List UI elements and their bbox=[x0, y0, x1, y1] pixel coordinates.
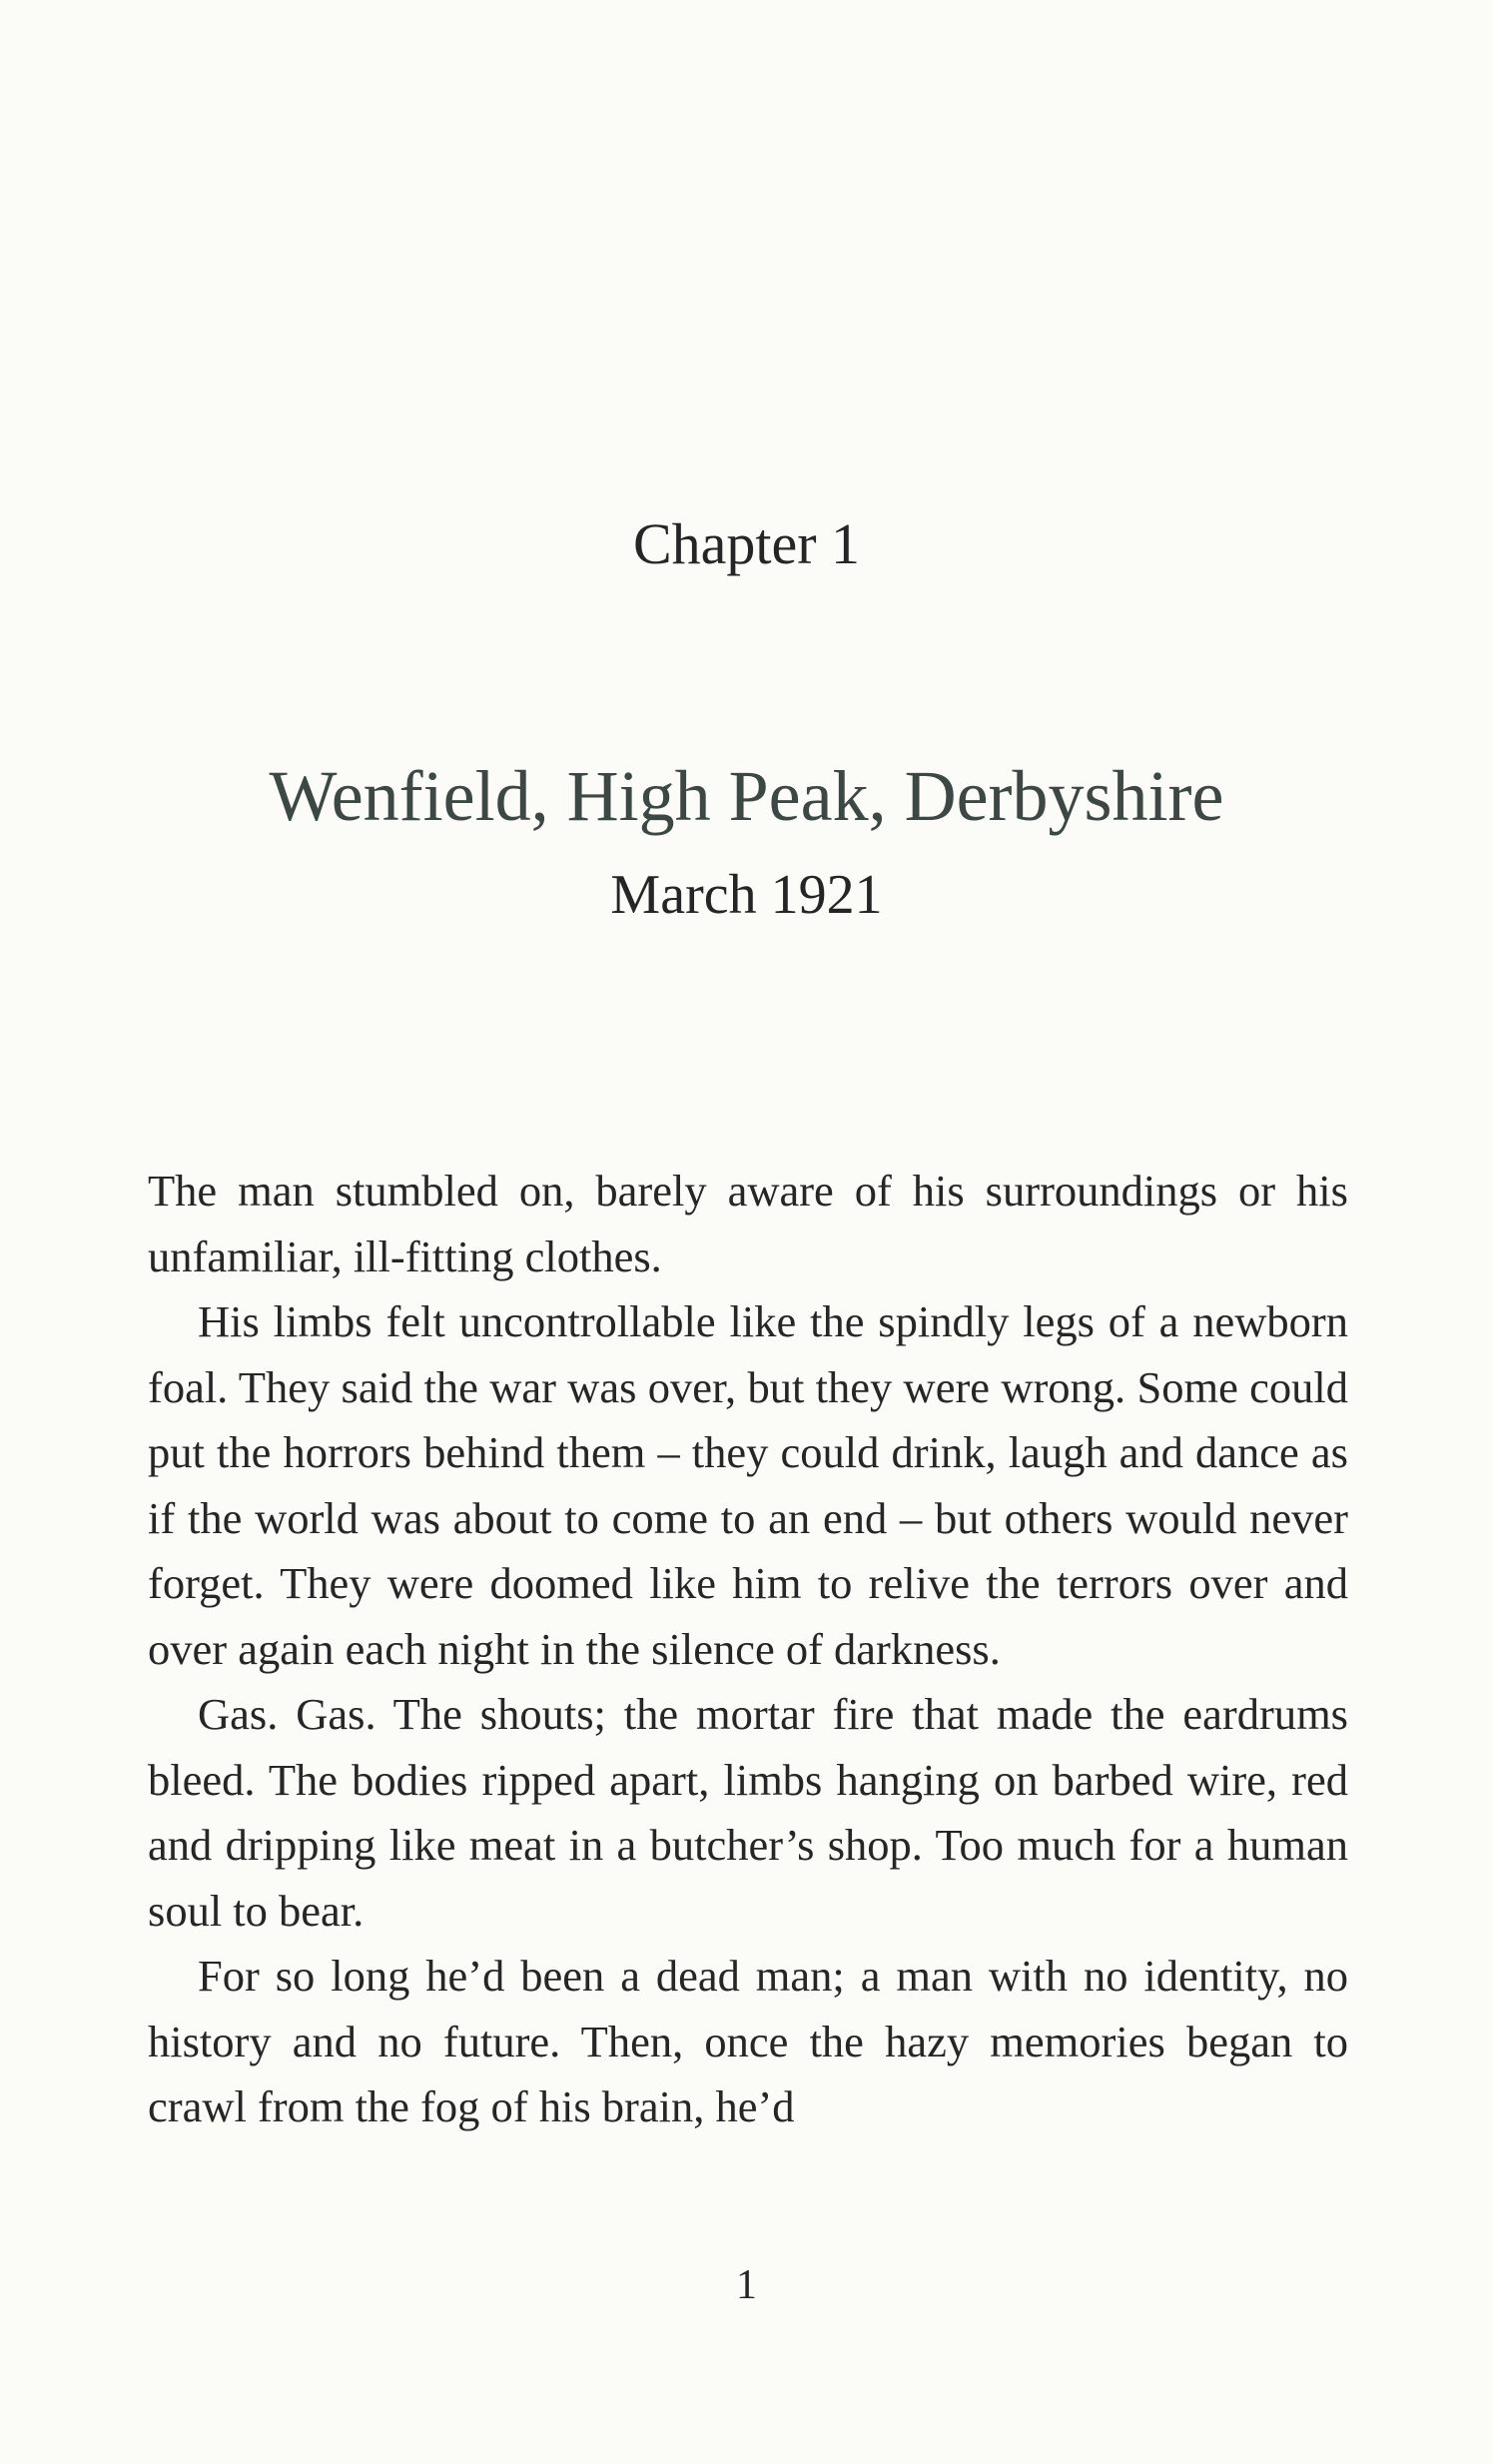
paragraph: Gas. Gas. The shouts; the mortar fire that made the eardrums bleed. The bodies ripped apart, limbs hanging on barbed wire, red and dripping like meat in a butcher’s shop. Too much for a human soul to bear. bbox=[148, 1689, 1348, 1936]
page-number: 1 bbox=[736, 2262, 757, 2308]
paragraph: His limbs felt uncontrollable like the spindly legs of a newborn foal. They said the war was over, but they were wrong. Some could put the horrors behind them – they could drink, laugh and dance as if the world was about to come to an end – but others would never forget. They were doomed like him to relive the terrors over and over again each night in the silence of darkness. bbox=[148, 1296, 1348, 1674]
paragraph: The man stumbled on, barely aware of his surroundings or his unfamiliar, ill-fitting clothes. bbox=[148, 1166, 1348, 1281]
chapter-heading: Chapter 1 bbox=[632, 511, 861, 576]
chapter-place-title: Wenfield, High Peak, Derbyshire bbox=[269, 756, 1224, 836]
chapter-body bbox=[148, 1159, 1348, 2140]
paragraph: For so long he’d been a dead man; a man with no identity, no history and no future. Then, once the hazy memories began to crawl from the fog of his brain, he’d bbox=[148, 1951, 1348, 2131]
chapter-date: March 1921 bbox=[610, 864, 883, 926]
